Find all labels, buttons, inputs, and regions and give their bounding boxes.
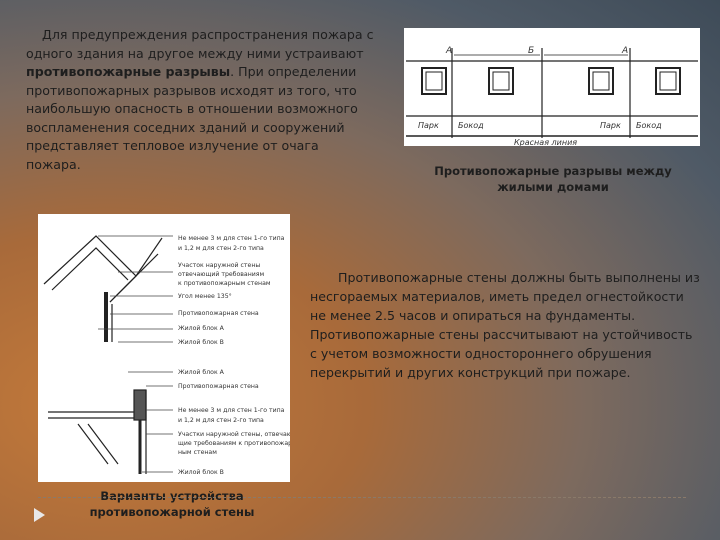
intro-text-start: Для предупреждения распространения пожара с одного здания на другое между ними устраивают [26, 27, 374, 61]
label-a-right: А [622, 46, 629, 56]
note-16: ным стенам [178, 449, 217, 456]
note-1: Не менее 3 м для стен 1-го типа [178, 235, 285, 242]
note-8: Жилой блок А [178, 325, 224, 332]
label-sidewalk-left: Бокод [458, 121, 484, 130]
caption-fire-breaks [428, 163, 678, 195]
next-slide-arrow-icon[interactable] [34, 508, 45, 522]
note-2: и 1,2 м для стен 2-го типа [178, 245, 264, 252]
note-17: Жилой блок В [178, 469, 224, 476]
intro-text-end: . При определении противопожарных разрывов исходят из того, что наибольшую опасность в отношении возможного воспламенения соседних зданий и сооружений представляет тепловое излучение от очага пожара. [26, 64, 358, 172]
footer-divider [38, 497, 686, 498]
note-3: Участок наружной стены [178, 262, 261, 269]
label-parking-right: Парк [600, 121, 621, 130]
note-14: Участки наружной стены, отвечаю- [178, 431, 290, 438]
caption-fire-wall-text: Варианты устройства противопожарной стены [89, 489, 255, 519]
note-15: щие требованиям к противопожар- [178, 440, 290, 447]
note-9: Жилой блок В [178, 339, 224, 346]
intro-bold-term: противопожарные разрывы [26, 64, 231, 79]
label-parking-left: Парк [418, 121, 439, 130]
note-5: к противопожарным стенам [178, 280, 271, 287]
intro-paragraph [26, 26, 376, 174]
note-4: отвечающий требованиям [178, 271, 265, 278]
note-7: Противопожарная стена [178, 310, 259, 317]
fire-wall-paragraph: Противопожарные стены должны быть выполнены из несгораемых материалов, иметь предел огнестойкости не менее 2.5 часов и опираться на фундаменты. Противопожарные стены рассчитывают на устойчивость с учетом возможности одностороннего обрушения перекрытий и других конструкций при пожаре. [310, 270, 700, 380]
svg-text:Не менее 3 м для стен 1-го тип [178, 235, 290, 476]
label-red-line: Красная линия [514, 138, 578, 146]
caption-fire-breaks-text: Противопожарные разрывы между жилыми домами [434, 164, 672, 194]
caption-fire-wall [82, 488, 262, 520]
label-b: Б [528, 46, 535, 56]
note-12: Не менее 3 м для стен 1-го типа [178, 407, 285, 414]
note-11: Противопожарная стена [178, 383, 259, 390]
fire-break-diagram [404, 28, 700, 146]
note-13: и 1,2 м для стен 2-го типа [178, 417, 264, 424]
label-sidewalk-right: Бокод [636, 121, 662, 130]
label-a-left: А [446, 46, 453, 56]
fire-wall-diagram [38, 214, 290, 482]
note-10: Жилой блок А [178, 369, 224, 376]
note-6: Угол менее 135° [178, 293, 232, 300]
